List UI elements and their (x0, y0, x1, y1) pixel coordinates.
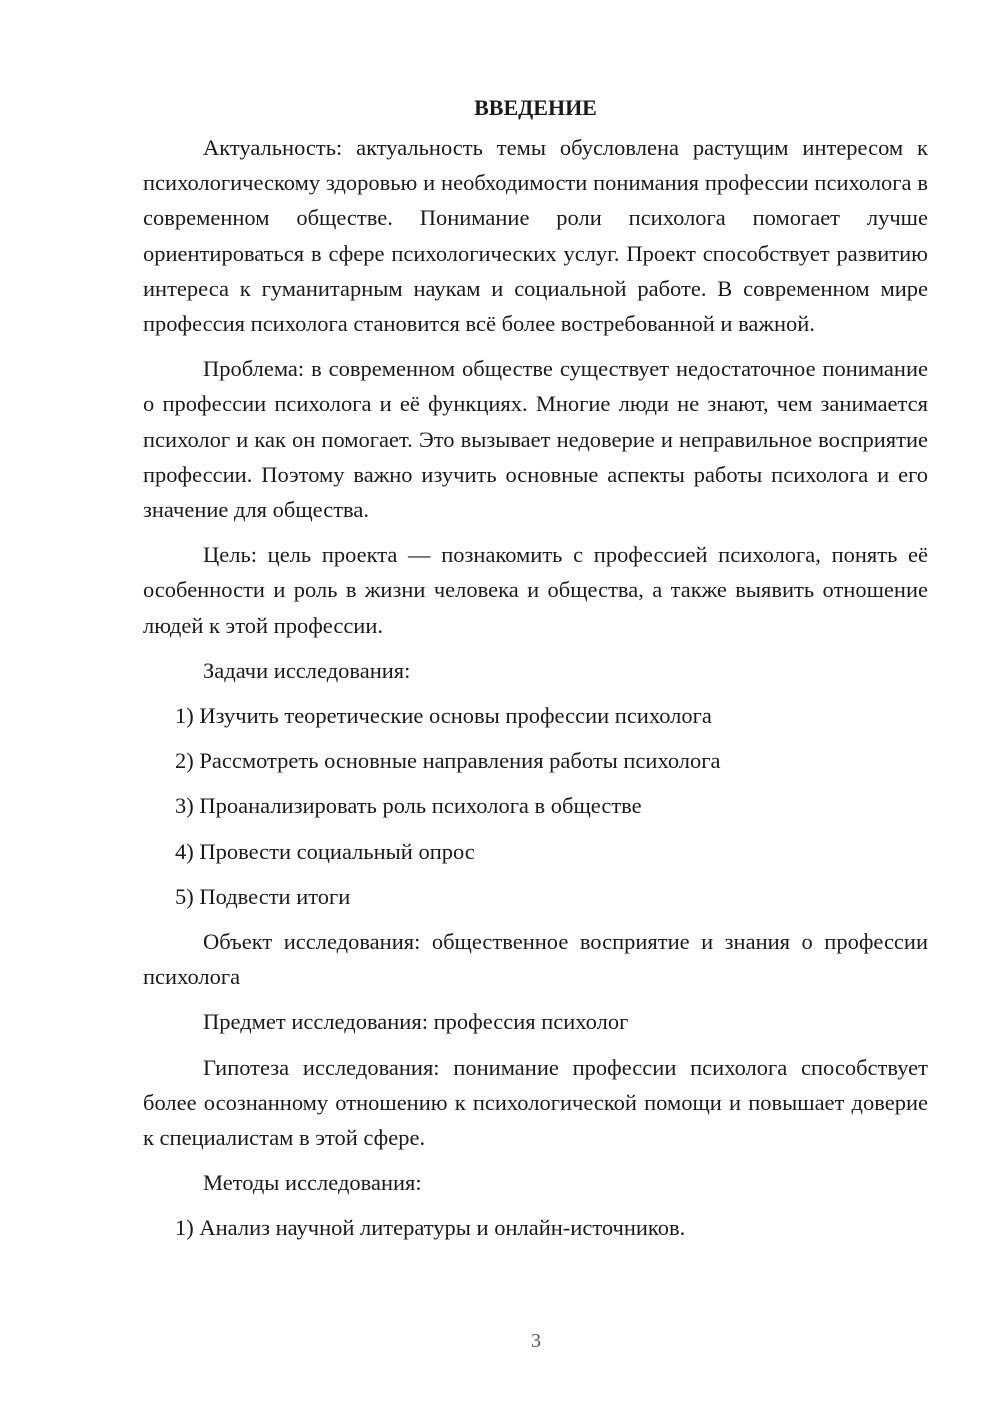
list-item: 5) Подвести итоги (175, 883, 351, 909)
document-page (143, 90, 928, 1256)
relevance-paragraph: Актуальность: актуальность темы обусловлена растущим интересом к психологическому здоровью и необходимости понимания профессии психолога в современном обществе. Понимание роли психолога помогает лучше ориентироваться в сфере психологических услуг. Проект способствует развитию интереса к гуманитарным наукам и социальной работе. В современном мире профессия психолога становится всё более востребованной и важной. (143, 135, 928, 337)
goal-paragraph: Цель: цель проекта — познакомить с профессией психолога, понять её особенности и роль в жизни человека и общества, а также выявить отношение людей к этой профессии. (143, 542, 928, 638)
list-item: 4) Провести социальный опрос (175, 838, 475, 864)
tasks-list (143, 698, 928, 914)
list-item: 1) Изучить теоретические основы профессии психолога (175, 703, 712, 729)
object-paragraph: Объект исследования: общественное восприятие и знания о профессии психолога (143, 929, 928, 990)
page-title: ВВЕДЕНИЕ (474, 95, 597, 120)
list-item: 3) Проанализировать роль психолога в обществе (175, 793, 642, 819)
page-number: 3 (531, 1330, 541, 1352)
hypothesis-paragraph: Гипотеза исследования: понимание профессии психолога способствует более осознанному отношению к психологической помощи и повышает доверие к специалистам в этой сфере. (143, 1054, 928, 1151)
list-item: 1) Анализ научной литературы и онлайн-источников. (175, 1215, 686, 1241)
problem-paragraph: Проблема: в современном обществе существует недостаточное понимание о профессии психолога и её функциях. Многие люди не знают, чем занимается психолог и как он помогает. Это вызывает недоверие и неправильное восприятие профессии. Поэтому важно изучить основные аспекты работы психолога и его значение для общества. (143, 356, 928, 523)
methods-heading: Методы исследования: (203, 1170, 422, 1196)
tasks-heading: Задачи исследования: (203, 657, 411, 683)
list-item: 2) Рассмотреть основные направления работы психолога (175, 748, 721, 774)
subject-paragraph: Предмет исследования: профессия психолог (203, 1009, 629, 1035)
methods-list (143, 1210, 928, 1245)
